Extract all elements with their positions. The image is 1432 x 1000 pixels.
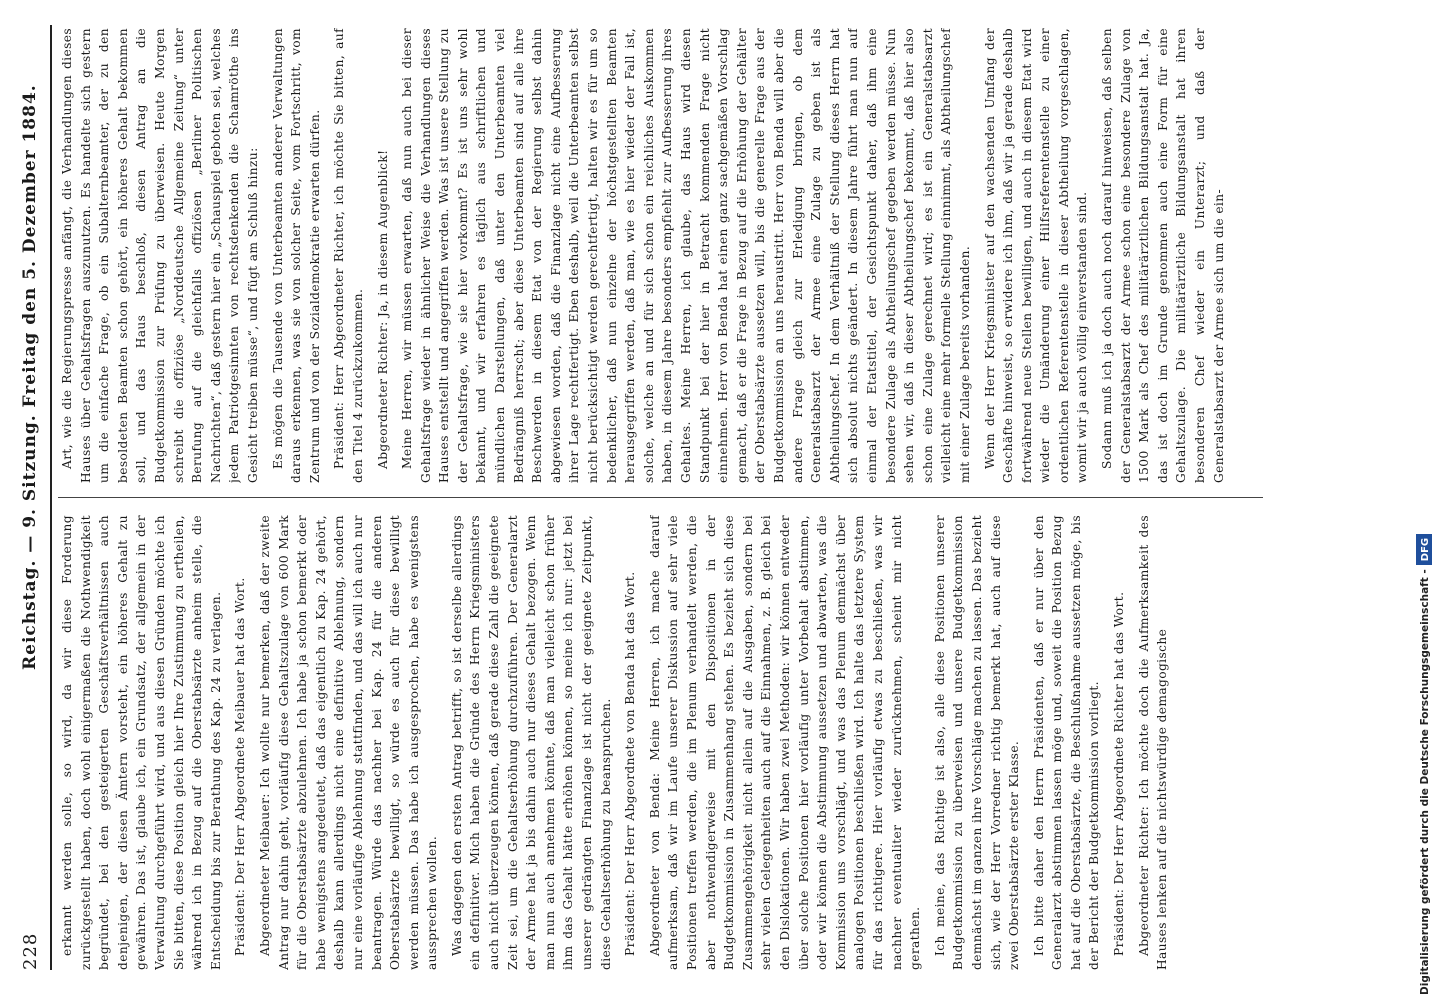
paragraph: Präsident: Der Herr Abgeordnete Richter hat das Wort. xyxy=(1112,591,1127,956)
paragraph: Abgeordneter Richter: Ja, in diesem Augenblick! xyxy=(375,149,390,469)
funding-note: Digitalisierung gefördert durch die Deutsche Forschungsgemeinschaft - xyxy=(1419,569,1431,995)
page-title: Reichstag. — 9. Sitzung. Freitag den 5. Dezember 1884. xyxy=(20,84,40,670)
paragraph: Ich meine, das Richtige ist also, alle diese Positionen unserer Budgetkommission zu überweisen und unsere Budgetkommission demnächst im ganzen ihre Vorschläge machen zu lassen. Das bezieht sich, wie der Herr Vorredner richtig bemerkt hat, auch auf diese zwei Oberstabsärzte erster Klasse. xyxy=(932,515,1022,970)
paragraph: Präsident: Der Herr Abgeordnete Meibauer hat das Wort. xyxy=(233,577,248,956)
paragraph: Abgeordneter von Benda: Meine Herren, ich mache darauf aufmerksam, daß wir im Laufe unserer Diskussion auf sehr viele Positionen treffen werden, die im Plenum verhandelt werden, die aber nothwendigerweise mit den Dispositionen in der Budgetkommission in Zusammenhang stehen. Es bezieht sich diese Zusammengehörigkeit nicht allein auf die Ausgaben, sondern bei sehr vielen Gelegenheiten auch auf die Einnahmen, z. B. gleich bei den Dislokationen. Wir haben zwei Methoden: wir können entweder über solche Positionen hier vorläufig unter Vorbehalt abstimmen, oder wir können die Abstimmung aussetzen und abwarten, was die Kommission uns vorschlägt, und was das Plenum demnächst über analogen Positionen beschließen wird. Ich halte das letztere System für das richtigere. Hier vorläufig etwas zu beschließen, was wir nachher eventualiter wieder zurücknehmen, scheint mir nicht gerathen. xyxy=(647,515,923,970)
dfg-logo: DFG xyxy=(1416,534,1432,565)
paragraph: Abgeordneter Meibauer: Ich wollte nur bemerken, daß der zweite Antrag nur dahin geht, vorläufig diese Gehaltszulage von 600 Mark für die Oberstabsärzte abzulehnen. Ich habe ja schon bemerkt oder habe wenigstens angedeutet, daß das eigentlich zu Kap. 24 gehört, deshalb kann allerdings nicht eine definitive Ablehnung, sondern nur eine vorläufige Ablehnung stattfinden, und das will ich auch nur beantragen. Würde das nachher bei Kap. 24 für die anderen Oberstabsärzte bewilligt, so würde es auch für diese bewilligt werden müssen. Das habe ich ausgesprochen, habe es wenigstens aussprechen wollen. xyxy=(257,515,440,970)
sidebar-text xyxy=(1415,0,1432,995)
paragraph: Präsident: Herr Abgeordneter Richter, ich möchte Sie bitten, auf den Titel 4 zurückzukommen. xyxy=(332,28,365,483)
paragraph: Abgeordneter Richter: Ich möchte doch die Aufmerksamkeit des Hauses lenken auf die nichtswürdige demagogische xyxy=(1136,515,1170,970)
paragraph: Ich bitte daher den Herrn Präsidenten, daß er nur über den Generalarzt abstimmen lassen möge und, soweit die Position Bezug hat auf die Oberstabsärzte, die Beschlußnahme aussetzen möge, bis der Bericht der Budgetkommission vorliegt. xyxy=(1031,515,1102,970)
paragraph: Präsident: Der Herr Abgeordnete von Benda hat das Wort. xyxy=(623,571,638,956)
header-rule xyxy=(50,25,52,970)
paragraph: Was dagegen den ersten Antrag betrifft, so ist derselbe allerdings ein definitiver. Mich haben die Gründe des Herrn Kriegsministers auch nicht überzeugen können, daß gerade diese Zahl die geeignete Zeit sei, um die Gehaltserhöhung durchzuführen. Der Generalarzt der Armee hat ja bis dahin auch nur dieses Gehalt bezogen. Wenn man nun auch annehmen könnte, daß man vielleicht schon früher ihm das Gehalt hätte erhöhen können, so meine ich nur: jetzt bei unserer gedrängten Finanzlage ist nicht der geeignete Zeitpunkt, diese Gehaltserhöhung zu beanspruchen. xyxy=(449,515,613,970)
right-column xyxy=(58,28,1268,483)
paragraph: Es mögen die Tausende von Unterbeamten anderer Verwaltungen daraus erkennen, was sie von solcher Seite, vom Fortschritt, vom Zentrum und von der Sozialdemokratie erwarten dürfen. xyxy=(270,28,322,483)
paragraph: Meine Herren, wir müssen erwarten, daß nun auch bei dieser Gehaltsfrage wieder in ähnlicher Weise die Verhandlungen dieses Hauses entstellt und angegriffen werden. Was ist unsere Stellung zu der Gehaltsfrage, wie sie hier vorkommt? Es ist uns sehr wohl bekannt, und wir erfahren es täglich aus schriftlichen und mündlichen Darstellungen, daß unter den Unterbeamten viel Bedrängniß herrscht; aber diese Unterbeamten sind auf alle ihre Beschwerden in diesem Etat von der Regierung selbst dahin abgewiesen worden, daß die Finanzlage nicht eine Aufbesserung ihrer Lage rechtfertigt. Eben deshalb, weil die Unterbeamten selbst nicht berücksichtigt werden gerechtfertigt, halten wir es für um so bedenklicher, daß nun einzelne der höchstgestellten Beamten herausgegriffen werden, daß man, wie es hier wieder der Fall ist, solche, welche an und für sich schon ein reichliches Auskommen haben, in diesem Jahre besonders empfiehlt zur Aufbesserung ihres Gehaltes. Meine Herren, ich glaube, das Haus wird diesen Standpunkt bei der hier in Betracht kommenden Frage nicht einnehmen. Herr von Benda hat einen ganz sachgemäßen Vorschlag gemacht, daß er die Frage in Bezug auf die Erhöhung der Gehälter der Oberstabsärzte aussetzen will, bis die generelle Frage aus der Budgetkommission an uns heraustritt. Herr von Benda will aber die andere Frage gleich zur Erledigung bringen, ob dem Generalstabsarzt der Armee eine Zulage zu geben ist als Abtheilungschef. In dem Verhältniß der Stellung dieses Herrn hat sich absolut nichts geändert. In diesem Jahre führt man nun auf einmal der Etatstitel, der Gesichtspunkt daher, daß ihm eine besondere Zulage als Abtheilungschef gegeben werden müsse. Nun sehen wir, daß in dieser Abtheilungschef bekommt, daß hier also schon eine Zulage gerechnet wird; es ist ein Generalstabsarzt vielleicht eine mehr formelle Stellung einnimmt, als Abtheilungschef mit einer Zulage bereits vorhanden. xyxy=(400,28,972,483)
paragraph: Sodann muß ich ja doch auch noch darauf hinweisen, daß selben der Generalstabsarzt der Armee schon eine besondere Zulage von 1500 Mark als Chef des militärärztlichen Bildungsanstalt hat. Ja, das ist doch im Grunde genommen auch eine Form für eine Gehaltszulage. Die militärärztliche Bildungsanstalt hat ihren besonderen Chef wieder ein Unterarzt; und daß der Generalstabsarzt der Armee sich um die ein- xyxy=(1100,28,1226,483)
paragraph: erkannt werden solle, so wird, da wir diese Forderung zurückgestellt haben, doch wohl einigermaßen die Nothwendigkeit begründet, bei den gesteigerten Geschäftsverhältnissen auch denjenigen, der diesen Ämtern vorsteht, ein höheres Gehalt zu gewähren. Das ist, glaube ich, ein Grundsatz, der allgemein in der Verwaltung durchgeführt wird, und aus diesen Gründen möchte ich Sie bitten, diese Position gleich hier Ihre Zustimmung zu ertheilen, während ich in Bezug auf die Oberstabsärzte anheim stelle, die Entscheidung bis zur Berathung des Kap. 24 zu verlagen. xyxy=(60,515,223,970)
digitization-sidebar xyxy=(1412,0,1432,1000)
column-divider xyxy=(58,497,1263,498)
page-header xyxy=(18,20,48,970)
page-number: 228 xyxy=(20,932,41,970)
left-column xyxy=(58,515,1268,970)
paragraph: Wenn der Herr Kriegsminister auf den wachsenden Umfang der Geschäfte hinweist, so erwidere ich ihm, daß wir ja gerade deshalb fortwährend neue Stellen bewilligen, und auch in diesem Etat wird wieder die Umänderung einer Hilfsreferentenstelle zu einer ordentlichen Referentenstelle in dieser Abtheilung vorgeschlagen, womit wir ja auch völlig einverstanden sind. xyxy=(982,28,1090,483)
paragraph: Art, wie die Regierungspresse anfängt, die Verhandlungen dieses Hauses über Gehaltsfragen auszunutzen. Es handelte sich gestern um die einfache Frage, ob ein Subalternbeamter, der zu den besoldeten Beamten schon gehört, ein höheres Gehalt bekommen soll, und das Haus beschloß, diesen Antrag an die Budgetkommission zur Prüfung zu überweisen. Heute Morgen schreibt die offiziöse „Norddeutsche Allgemeine Zeitung“ unter Berufung auf die gleichfalls offiziösen „Berliner Politischen Nachrichten“, daß gestern hier ein „Schauspiel geboten sei, welches jedem Patriotgesinnten von rechtsdenkenden die Schamröthe ins Gesicht treiben müsse“, und fügt am Schluß hinzu: xyxy=(60,28,260,483)
